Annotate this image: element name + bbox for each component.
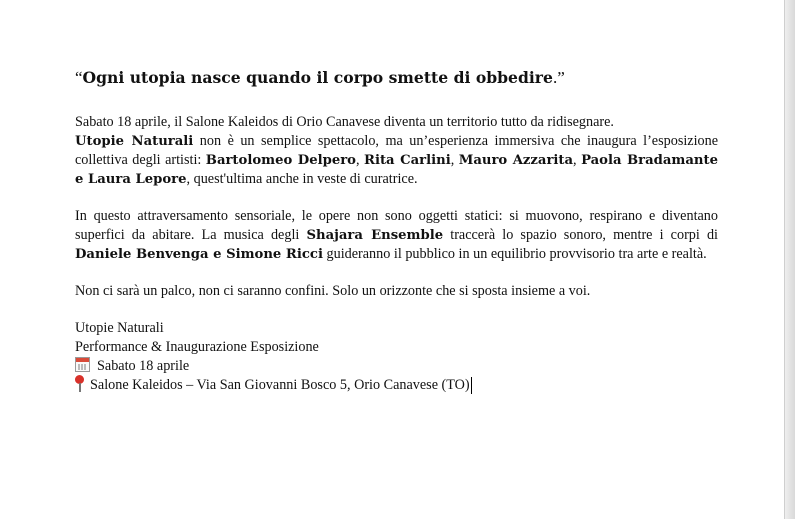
artist-name: Paola Bradamante e Laura Lepore — [75, 153, 718, 187]
calendar-icon — [75, 357, 90, 372]
info-event-name: Utopie Naturali — [75, 320, 164, 336]
description-text: traccerà lo spazio sonoro, mentre i corpi di — [443, 227, 718, 243]
intro-sentence: Sabato 18 aprile, il Salone Kaleidos di Orio Canavese diventa un territorio tutto da ridisegnare. — [75, 114, 614, 130]
intro-closing: , quest'ultima anche in veste di curatrice. — [186, 171, 418, 187]
separator: , — [450, 152, 459, 168]
separator: , — [355, 152, 364, 168]
open-quote: “ — [75, 68, 83, 87]
artist-name: Mauro Azzarita — [458, 153, 574, 168]
description-text: In questo attraversamento sensoriale, le opere non sono oggetti statici: si muovono, respirano e diventano superfici da abitare. La musica degli — [75, 208, 718, 243]
paragraph-closing: Non ci sarà un palco, non ci saranno confini. Solo un orizzonte che si sposta insieme a voi. — [75, 283, 591, 299]
document-title — [75, 66, 718, 90]
info-location: Salone Kaleidos – Via San Giovanni Bosco 5, Orio Canavese (TO) — [90, 377, 470, 393]
text-cursor — [471, 377, 472, 394]
close-quote: .” — [552, 68, 565, 87]
document-body[interactable] — [75, 66, 718, 395]
info-date-line — [75, 357, 718, 376]
description-text: guideranno il pubblico in un equilibrio provvisorio tra arte e realtà. — [322, 246, 707, 262]
intro-text: non è un semplice spettacolo, ma un’esperienza immersiva che inaugura l’esposizione collettiva degli artisti: — [75, 133, 719, 168]
page-scroll-edge — [784, 0, 795, 519]
event-info-block — [75, 319, 718, 395]
dancer-names: Daniele Benvenga e Simone Ricci — [75, 247, 323, 262]
title-text: Ogni utopia nasce quando il corpo smette di obbedire — [82, 68, 553, 87]
info-location-line — [75, 376, 718, 395]
artist-name: Bartolomeo Delpero — [205, 153, 356, 168]
info-subtitle: Performance & Inaugurazione Esposizione — [75, 339, 319, 355]
event-name-bold: Utopie Naturali — [75, 134, 194, 149]
artist-name: Rita Carlini — [363, 153, 451, 168]
info-date: Sabato 18 aprile — [97, 358, 190, 374]
ensemble-name: Shajara Ensemble — [306, 228, 444, 243]
round-pushpin-icon — [75, 375, 84, 392]
paragraph-intro — [75, 113, 718, 189]
paragraph-description — [75, 207, 718, 264]
separator: , — [573, 152, 582, 168]
